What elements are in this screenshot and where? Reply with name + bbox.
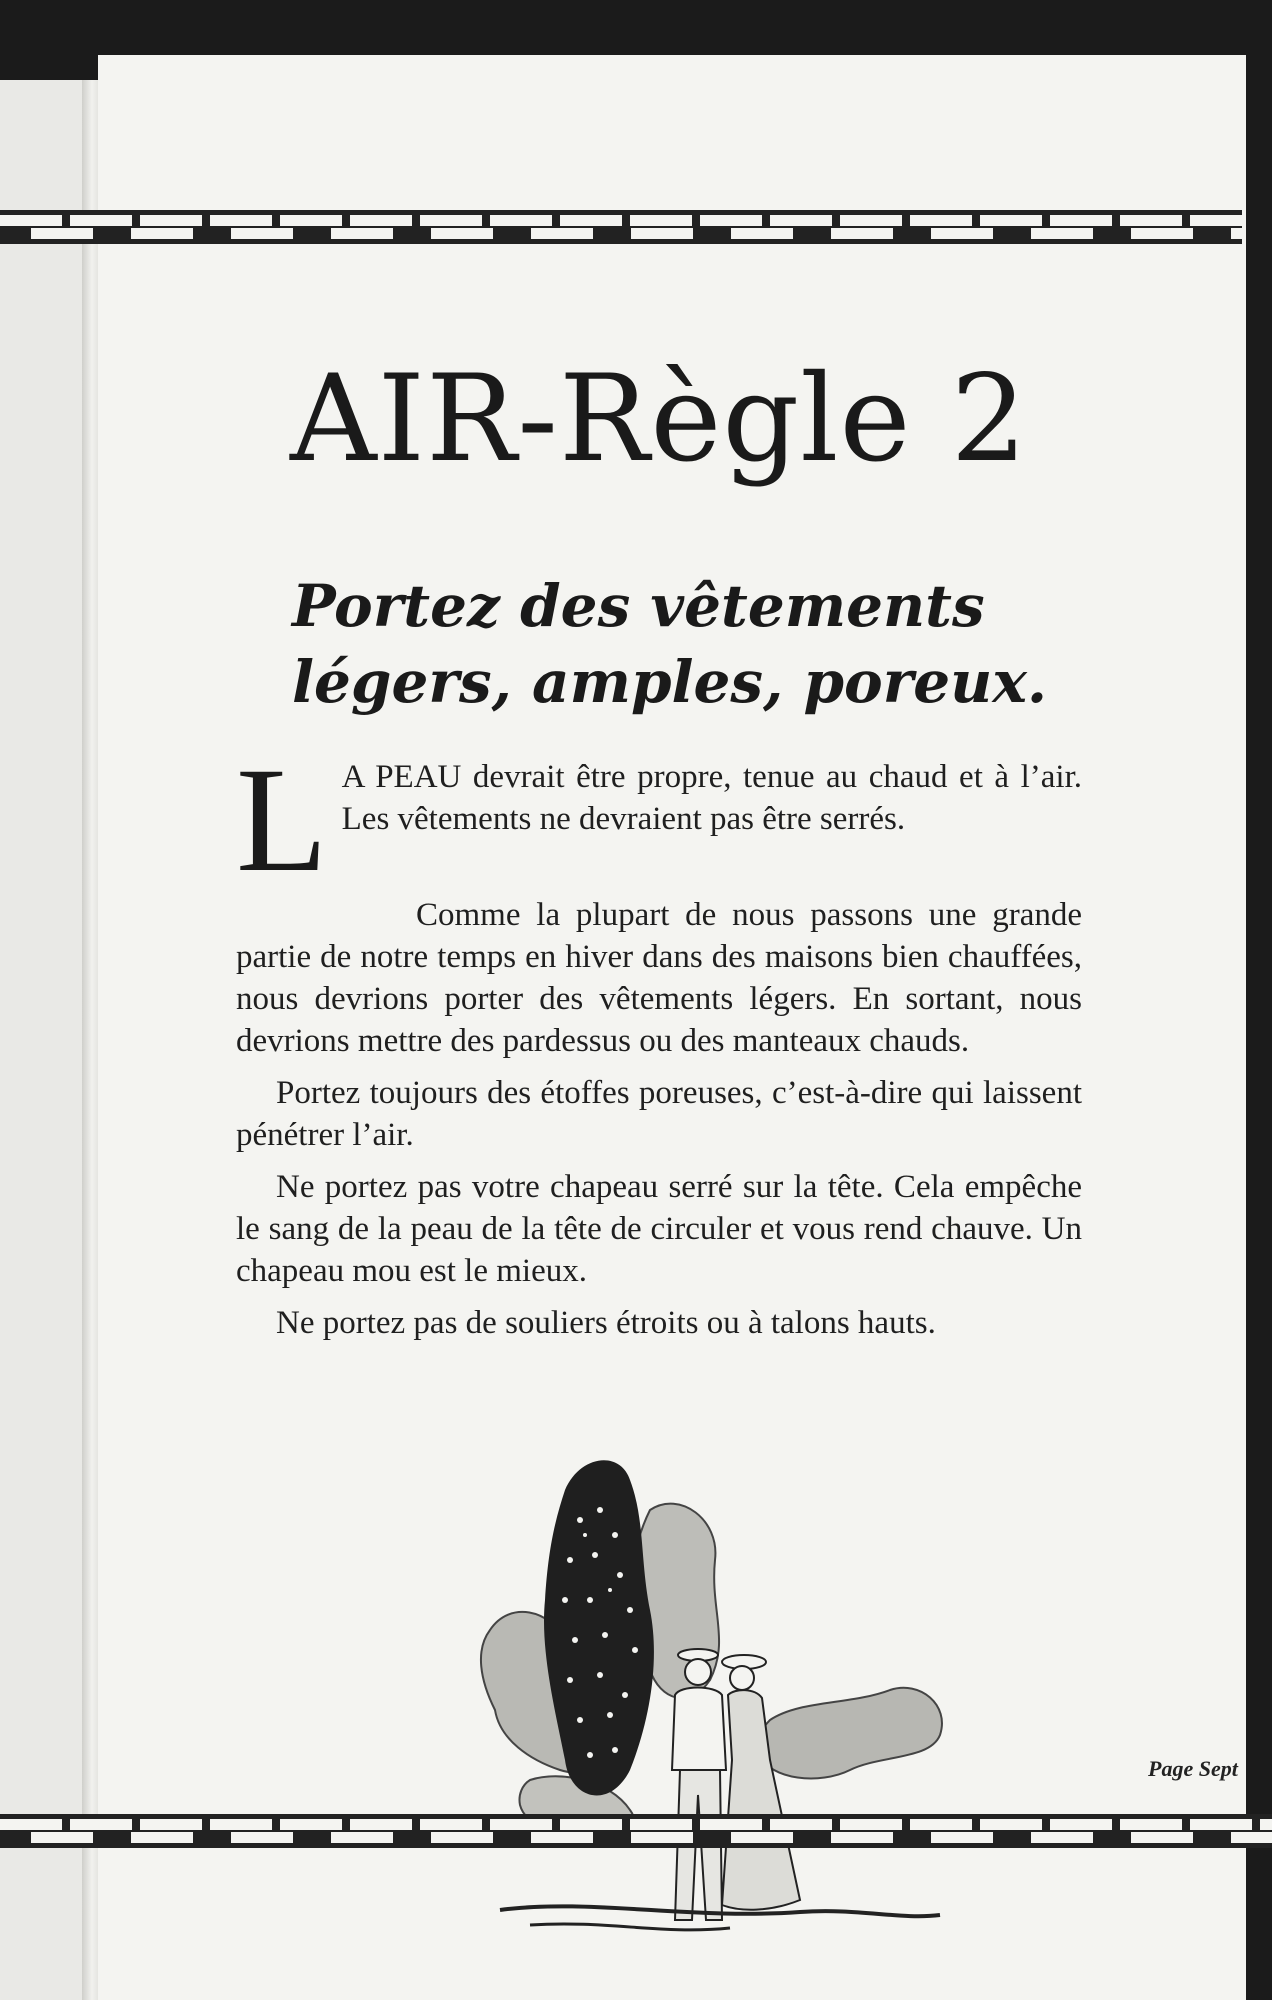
- paragraph-3: Portez toujours des étoffes poreuses, c’est-à-dire qui laissent pénétrer l’air.: [236, 1075, 1082, 1153]
- paragraph-4: Ne portez pas votre chapeau serré sur la tête. Cela empêche le sang de la peau de la tête de circuler et vous rend chauve. Un chapeau mou est le mieux.: [236, 1169, 1082, 1289]
- page-subtitle: [292, 568, 1052, 720]
- page-title: AIR-Règle 2: [290, 350, 1029, 489]
- bottom-checkered-border: [0, 1814, 1272, 1848]
- paragraph-5: Ne portez pas de souliers étroits ou à talons hauts.: [276, 1305, 936, 1341]
- page-number-label: Page Sept: [1148, 1756, 1238, 1781]
- top-checkered-border: [0, 210, 1242, 244]
- paragraph-1: [236, 737, 1082, 903]
- couple-under-trees-illustration: [470, 1450, 1010, 1950]
- subtitle-line-2: légers, amples, poreux.: [292, 648, 1048, 716]
- subtitle-line-1: Portez des vêtements: [292, 572, 985, 640]
- body-text: [236, 737, 1082, 1354]
- left-page-edge: [0, 80, 92, 2000]
- paragraph-1-text: A PEAU devrait être propre, tenue au chaud et à l’air. Les vêtements ne devraient pas être serrés.: [341, 759, 1082, 837]
- paragraph-2: Comme la plupart de nous passons une grande partie de notre temps en hiver dans des maisons bien chauffées, nous devrions porter des vêtements légers. En sortant, nous devrions mettre des pardessus ou des manteaux chauds.: [236, 897, 1082, 1059]
- drop-cap: L: [236, 737, 328, 903]
